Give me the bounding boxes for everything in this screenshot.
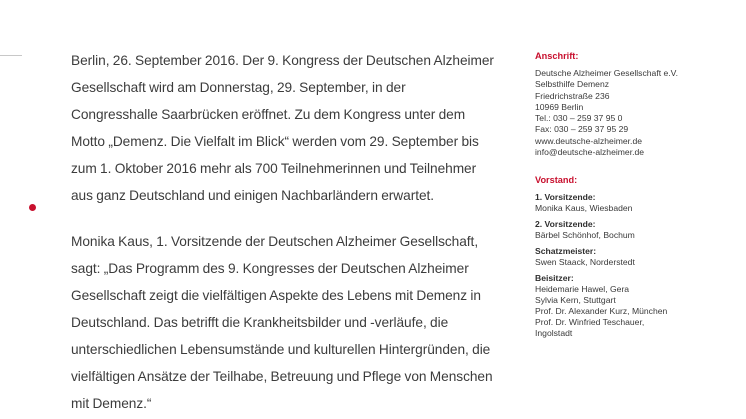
board-group-members — [535, 273, 746, 339]
board-member-name: Heidemarie Hawel, Gera — [535, 284, 630, 295]
address-line: Friedrichstraße 236 — [535, 90, 610, 101]
board-member-name: Monika Kaus, Wiesbaden — [535, 203, 633, 214]
board-member-name: Prof. Dr. Alexander Kurz, München — [535, 306, 668, 317]
fax-line: Fax: 030 – 259 37 95 29 — [535, 124, 629, 135]
address-line: Deutsche Alzheimer Gesellschaft e.V. — [535, 68, 678, 78]
body-paragraph-1: Berlin, 26. September 2016. Der 9. Kongress der Deutschen Alzheimer Gesellschaft wird am Donnerstag, 29. September, in der Congresshalle Saarbrücken eröffnet. Zu dem Kongress unter dem Motto „Demenz. Die Vielfalt im Blick“ werden vom 29. September bis zum 1. Oktober 2016 mehr als 700 Teilnehmerinnen und Teilnehmer aus ganz Deutschland und einigen Nachbarländern erwartet. — [71, 53, 494, 203]
address-line: Selbsthilfe Demenz — [535, 79, 610, 90]
contact-sidebar — [535, 51, 746, 344]
section-gap — [535, 158, 746, 175]
body-paragraph-2: Monika Kaus, 1. Vorsitzende der Deutschen Alzheimer Gesellschaft, sagt: „Das Programm des 9. Kongresses der Deutschen Alzheimer Gesellschaft zeigt die vielfältigen Aspekte des Lebens mit Demenz in Deutschland. Das betrifft die Krankheitsbilder und -verläufe, die unterschiedlichen Lebensumstände und kulturellen Hintergründen, die vielfältigen Ansätze der Teilhabe, Betreuung und Pflege von Menschen mit Demenz.“ — [71, 234, 493, 411]
website-link[interactable]: www.deutsche-alzheimer.de — [535, 135, 642, 146]
address-line: 10969 Berlin — [535, 101, 584, 112]
red-bullet-dot — [29, 204, 36, 211]
board-member-name: Swen Staack, Norderstedt — [535, 257, 635, 268]
press-release-body — [71, 48, 495, 418]
board-role-label: 2. Vorsitzende: — [535, 219, 596, 230]
left-margin-rule — [0, 55, 22, 56]
top-text-fragment — [66, 0, 186, 3]
board-member-name: Prof. Dr. Winfried Teschauer, — [535, 317, 645, 328]
phone-line: Tel.: 030 – 259 37 95 0 — [535, 113, 623, 124]
board-role-label: Schatzmeister: — [535, 246, 597, 257]
email-link[interactable]: info@deutsche-alzheimer.de — [535, 147, 645, 158]
board-group-treasurer — [535, 246, 746, 268]
board-heading: Vorstand: — [535, 175, 578, 186]
address-heading: Anschrift: — [535, 51, 579, 61]
board-member-name: Bärbel Schönhof, Bochum — [535, 230, 635, 241]
board-role-label: 1. Vorsitzende: — [535, 192, 596, 203]
board-member-name: Sylvia Kern, Stuttgart — [535, 295, 616, 306]
board-role-label: Beisitzer: — [535, 273, 574, 284]
board-group-vice-chair — [535, 219, 746, 241]
board-member-name: Ingolstadt — [535, 328, 573, 339]
paragraph-gap — [71, 209, 495, 229]
board-group-chair — [535, 192, 746, 214]
